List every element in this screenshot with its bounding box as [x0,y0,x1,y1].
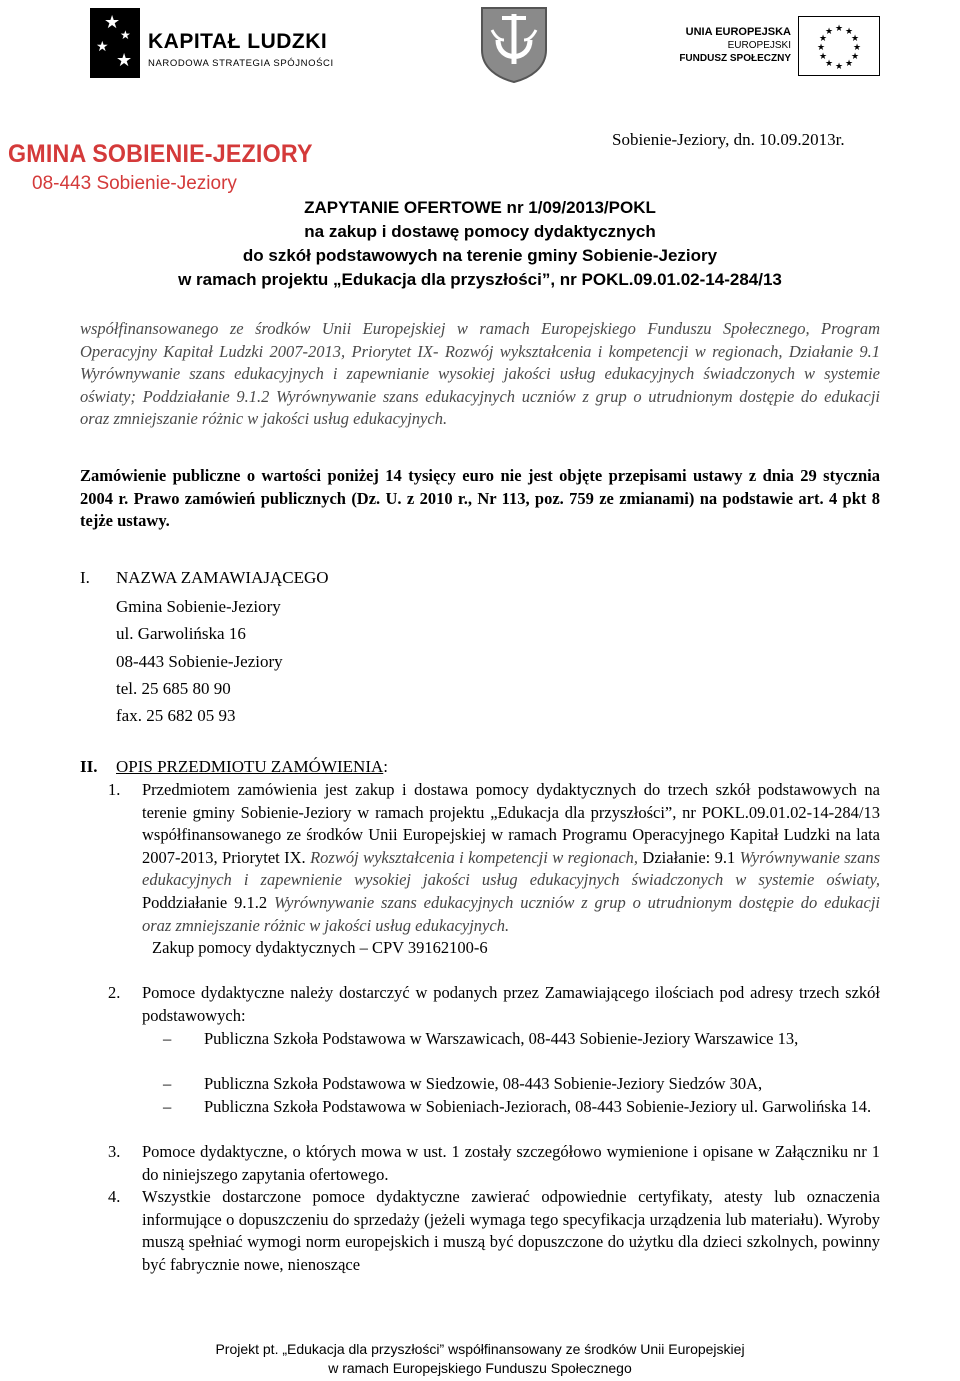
kapital-ludzki-title: KAPITAŁ LUDZKI [148,30,328,53]
school-address: Publiczna Szkoła Podstawowa w Sobieniach-Jeziorach, 08-443 Sobienie-Jeziory ul. Garwolińska 14. [204,1097,872,1116]
document-date: Sobienie-Jeziory, dn. 10.09.2013r. [612,130,845,149]
school-address: Publiczna Szkoła Podstawowa w Warszawicach, 08-443 Sobienie-Jeziory Warszawice 13, [204,1029,799,1048]
list-item-text: Pomoce dydaktyczne, o których mowa w ust. 1 zostały szczegółowo wymienione i opisane w Załączniku nr 1 do niniejszego zapytania ofertowego. [142,1142,880,1184]
page-footer [0,1340,960,1378]
svg-text:★: ★ [824,27,834,37]
kapital-ludzki-logo [90,8,380,80]
svg-text:★: ★ [844,27,854,37]
section-1-title: NAZWA ZAMAWIAJĄCEGO [116,568,329,587]
list-item-number: 2. [108,983,121,1002]
eu-logo-text [673,26,791,65]
section-2-heading [116,757,388,777]
customer-name: Gmina Sobienie-Jeziory [116,597,281,616]
gmina-logo [8,140,313,200]
school-address: Publiczna Szkoła Podstawowa w Siedzowie, 08-443 Sobienie-Jeziory Siedzów 30A, [204,1074,763,1093]
customer-fax: fax. 25 682 05 93 [116,706,236,725]
list-item-number: 4. [108,1187,121,1206]
gmina-name: GMINA SOBIENIE-JEZIORY [8,140,313,168]
svg-text:★: ★ [818,52,828,62]
item-1-text-a: Przedmiotem zamówienia jest zakup i dostawa pomocy dydaktycznych do trzech szkół podstawowych na terenie gminy Sobienie-Jeziory w ramach projektu „Edukacja dla przyszłości”, nr POKL.09.01.02-14-284/13 współfinansowanego ze środków Unii Europejskiej w ramach Programu Operacyjnego Kapitał Ludzki na lata 2007-2013, Priorytet IX. [142,780,880,867]
footer-line-1: Projekt pt. „Edukacja dla przyszłości” współfinansowany ze środków Unii Europejskiej [215,1341,745,1357]
gmina-crest-icon [478,4,550,84]
list-item-text: Pomoce dydaktyczne należy dostarczyć w podanych przez Zamawiającego ilościach pod adresy trzech szkół podstawowych: [142,983,880,1025]
item-1-text-c: Działanie: 9.1 [638,847,740,867]
item-1-text-e: Poddziałanie 9.1.2 [142,892,274,912]
item-1-text-d: Wyrównywanie szans edukacyjnych i zapewnienie wysokiej jakości usług edukacyjnych świadczonych w systemie oświaty, [142,847,881,890]
svg-text:★: ★ [852,43,862,53]
svg-text:★: ★ [850,52,860,62]
title-line-4: w ramach projektu „Edukacja dla przyszłości”, nr POKL.09.01.02-14-284/13 [178,270,782,289]
footer-line-2: w ramach Europejskiego Funduszu Społecznego [328,1360,632,1376]
document-title [0,196,960,292]
section-1-number: I. [80,568,90,587]
legal-paragraph: Zamówienie publiczne o wartości poniżej 14 tysięcy euro nie jest objęte przepisami ustawy z dnia 29 stycznia 2004 r. Prawo zamówień publicznych (Dz. U. z 2010 r., Nr 113, poz. 759 ze zmianami) na podstawie art. 4 pkt 8 tejże ustawy. [80,466,880,530]
customer-city: 08-443 Sobienie-Jeziory [116,652,283,671]
list-item-text [142,779,880,960]
order-description-list: 1. Przedmiotem zamówienia jest zakup i dostawa pomocy dydaktycznych do trzech szkół podstawowych na terenie gminy Sobienie-Jeziory w ramach projektu „Edukacja dla przyszłości”, nr POKL.09.01.02-14-284/13 współfinansowanego ze środków Unii Europejskiej w ramach Programu Operacyjnego Kapitał Ludzki na lata 2007-2013, Priorytet IX. Rozwój wykształcenia i kompetencji w regionach, Działanie: 9.1 Wyrównywanie szans edukacyjnych i zapewnienie wysokiej jakości usług edukacyjnych świadczonych w systemie oświaty, Poddziałanie 9.1.2 Wyrównywanie szans edukacyjnych uczniów z grup o utrudnionym dostępie do edukacji oraz zmniejszanie różnic w jakości usług edukacyjnych. Zakup pomocy dydaktycznych – CPV 39162100-6 2. Pomoce dydaktyczne należy dostarczyć w podanych przez Zamawiającego ilościach pod adresy trzech szkół podstawowych: – Publiczna Szkoła Podstawowa w Warszawicach, 08-443 Sobienie-Jeziory Warszawice 13, – Publiczna Szkoła Podstawowa w Siedzowie, 08-443 Sobienie-Jeziory Siedzów 30A, – Publiczna Szkoła Podstawowa w Sobieniach-Jeziorach, 08-443 Sobienie-Jeziory ul. Garwolińska 14. 3. Pomoce dydaktyczne, o których mowa w ust. 1 zostały szczegółowo wymienione i opisane w Załączniku nr 1 do niniejszego zapytania ofertowego. 4. Wszystkie dostarczone pomoce dydaktyczne zawierać odpowiednie certyfikaty, atesty lub oznaczenia informujące o dopuszczeniu do sprzedaży (jeżeli wymaga tego specyfikacja urządzenia lub materiału). Wyroby muszą spełniać wymogi norm europejskich i muszą być dopuszczone do użytku dla dzieci szkolnych, powinny być fabrycznie nowe, nienoszące [80,779,880,1339]
svg-text:★: ★ [834,24,844,34]
eu-flag-icon [798,16,880,76]
section-2-number: II. [80,757,98,776]
eu-line-3: FUNDUSZ SPOŁECZNY [679,53,791,64]
svg-text:★: ★ [824,59,834,69]
customer-street: ul. Garwolińska 16 [116,624,246,643]
title-line-2: na zakup i dostawę pomocy dydaktycznych [304,222,656,241]
eu-line-1: UNIA EUROPEJSKA [685,26,791,38]
svg-text:★: ★ [816,43,826,53]
list-item-text: Wszystkie dostarczone pomoce dydaktyczne zawierać odpowiednie certyfikaty, atesty lub oznaczenia informujące o dopuszczeniu do sprzedaży (jeżeli wymaga tego specyfikacja urządzenia lub materiału). Wyroby muszą spełniać wymogi norm europejskich i muszą być dopuszczone do użytku dla dzieci szkolnych, powinny być fabrycznie nowe, nienoszące [142,1187,880,1274]
item-1-text-f: Wyrównywanie szans edukacyjnych uczniów z grup o utrudnionym dostępie do edukacji oraz zmniejszanie różnic w jakości usług edukacyjnych. [142,892,880,935]
intro-paragraph: współfinansowanego ze środków Unii Europejskiej w ramach Europejskiego Funduszu Społecznego, Program Operacyjny Kapitał Ludzki 2007-2013, Priorytet IX- Rozwój wykształcenia i kompetencji w regionach, Działanie 9.1 Wyrównywanie szans edukacyjnych i zapewnianie wysokiej jakości usług edukacyjnych świadczonych w systemie oświaty; Poddziałanie 9.1.2 Wyrównywanie szans edukacyjnych uczniów z grup o utrudnionym dostępie do edukacji oraz zmniejszanie różnic w jakości usług edukacyjnych. [80,319,880,428]
section-2-title: OPIS PRZEDMIOTU ZAMÓWIENIA [116,757,384,776]
section-2-colon: : [383,757,388,776]
item-1-text-b: Rozwój wykształcenia i kompetencji w regionach, [310,847,639,867]
svg-text:★: ★ [844,59,854,69]
title-line-1: ZAPYTANIE OFERTOWE nr 1/09/2013/POKL [304,198,656,217]
list-item-number: 1. [108,780,121,799]
list-item-number: 3. [108,1142,121,1161]
svg-text:★: ★ [818,34,828,44]
svg-text:★: ★ [834,62,844,72]
gmina-address: 08-443 Sobienie-Jeziory [32,173,237,194]
eu-line-2: EUROPEJSKI [727,40,791,51]
star-icon: ★ ★ ★ ★ [90,8,140,78]
cpv-line: Zakup pomocy dydaktycznych – CPV 39162100-6 [152,938,488,958]
title-line-3: do szkół podstawowych na terenie gminy Sobienie-Jeziory [242,246,718,265]
kapital-ludzki-subtitle: NARODOWA STRATEGIA SPÓJNOŚCI [148,58,334,69]
svg-text:★: ★ [850,34,860,44]
customer-phone: tel. 25 685 80 90 [116,679,231,698]
